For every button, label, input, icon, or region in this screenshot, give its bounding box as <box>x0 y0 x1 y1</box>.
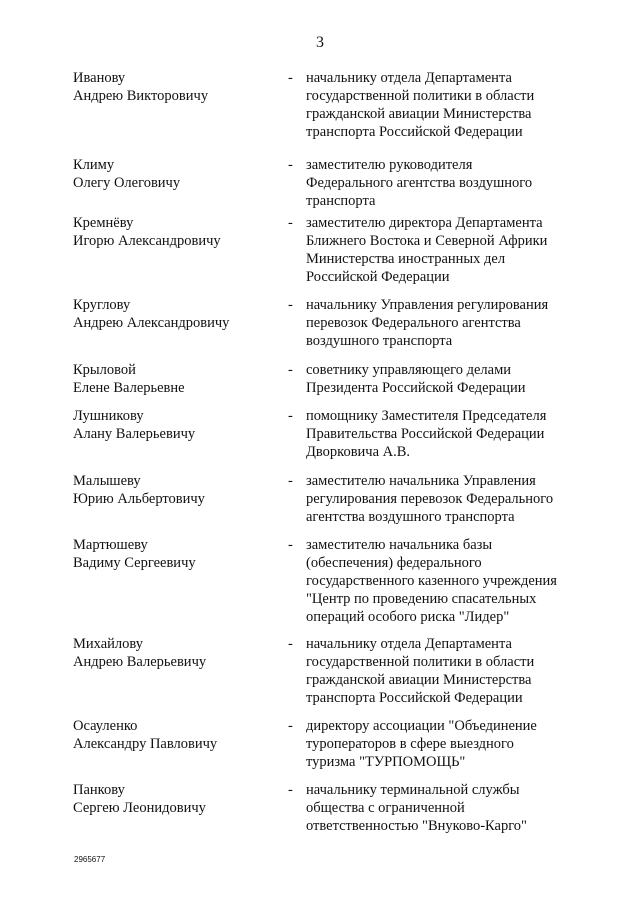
surname: Панкову <box>73 782 125 798</box>
position-line: (обеспечения) федерального <box>306 555 482 571</box>
position-line: ответственностью "Внуково-Карго" <box>306 818 527 834</box>
position-line: Российской Федерации <box>306 269 450 285</box>
position-line: советнику управляющего делами <box>306 362 512 378</box>
position-line: операций особого риска "Лидер" <box>306 609 510 625</box>
position-title <box>306 156 596 210</box>
position-title <box>306 296 596 350</box>
surname: Круглову <box>73 297 131 313</box>
position-line: транспорта <box>306 193 376 209</box>
position-title <box>306 717 596 771</box>
position-line: "Центр по проведению спасательных <box>306 591 537 607</box>
position-line: агентства воздушного транспорта <box>306 509 515 525</box>
person-name <box>73 296 273 332</box>
position-title <box>306 361 596 397</box>
position-line: заместителю директора Департамента <box>306 215 543 231</box>
separator-dash: - <box>288 636 293 652</box>
separator-dash: - <box>288 408 293 424</box>
position-line: перевозок Федерального агентства <box>306 315 521 331</box>
position-line: начальнику отдела Департамента <box>306 636 512 652</box>
surname: Мартюшеву <box>73 537 148 553</box>
surname: Лушникову <box>73 408 144 424</box>
surname: Михайлову <box>73 636 143 652</box>
person-name <box>73 717 273 753</box>
position-line: Ближнего Востока и Северной Африки <box>306 233 548 249</box>
separator-dash: - <box>288 537 293 553</box>
position-line: заместителю руководителя <box>306 157 473 173</box>
position-title <box>306 214 596 286</box>
position-line: транспорта Российской Федерации <box>306 124 523 140</box>
person-name <box>73 472 273 508</box>
position-line: транспорта Российской Федерации <box>306 690 523 706</box>
position-line: государственной политики в области <box>306 654 535 670</box>
position-line: Министерства иностранных дел <box>306 251 506 267</box>
page-number: 3 <box>316 34 324 51</box>
position-line: регулирования перевозок Федерального <box>306 491 554 507</box>
surname: Крыловой <box>73 362 136 378</box>
given-names: Елене Валерьевне <box>73 380 185 396</box>
separator-dash: - <box>288 473 293 489</box>
surname: Кремнёву <box>73 215 134 231</box>
position-line: гражданской авиации Министерства <box>306 672 532 688</box>
separator-dash: - <box>288 718 293 734</box>
position-line: заместителю начальника базы <box>306 537 493 553</box>
person-name <box>73 407 273 443</box>
position-title <box>306 472 596 526</box>
given-names: Александру Павловичу <box>73 736 218 752</box>
position-title <box>306 635 596 707</box>
position-line: начальнику отдела Департамента <box>306 70 512 86</box>
given-names: Алану Валерьевичу <box>73 426 196 442</box>
position-title <box>306 407 596 461</box>
position-title <box>306 69 596 141</box>
position-line: государственного казенного учреждения <box>306 573 557 589</box>
given-names: Андрею Викторовичу <box>73 88 209 104</box>
position-line: воздушного транспорта <box>306 333 453 349</box>
given-names: Андрею Александровичу <box>73 315 230 331</box>
given-names: Сергею Леонидовичу <box>73 800 206 816</box>
position-line: государственной политики в области <box>306 88 535 104</box>
position-line: директору ассоциации "Объединение <box>306 718 537 734</box>
separator-dash: - <box>288 782 293 798</box>
person-name <box>73 69 273 105</box>
position-title <box>306 781 596 835</box>
position-line: начальнику терминальной службы <box>306 782 520 798</box>
given-names: Андрею Валерьевичу <box>73 654 207 670</box>
separator-dash: - <box>288 157 293 173</box>
separator-dash: - <box>288 362 293 378</box>
position-line: туроператоров в сфере выездного <box>306 736 514 752</box>
surname: Иванову <box>73 70 126 86</box>
position-title <box>306 536 596 626</box>
position-line: Президента Российской Федерации <box>306 380 526 396</box>
person-name <box>73 536 273 572</box>
position-line: начальнику Управления регулирования <box>306 297 549 313</box>
position-line: Правительства Российской Федерации <box>306 426 545 442</box>
person-name <box>73 156 273 192</box>
position-line: помощнику Заместителя Председателя <box>306 408 547 424</box>
surname: Малышеву <box>73 473 141 489</box>
given-names: Вадиму Сергеевичу <box>73 555 196 571</box>
position-line: туризма "ТУРПОМОЩЬ" <box>306 754 466 770</box>
given-names: Олегу Олеговичу <box>73 175 181 191</box>
surname: Климу <box>73 157 115 173</box>
person-name <box>73 361 273 397</box>
person-name <box>73 781 273 817</box>
document-code: 2965677 <box>74 855 106 864</box>
separator-dash: - <box>288 215 293 231</box>
person-name <box>73 635 273 671</box>
surname: Осауленко <box>73 718 138 734</box>
person-name <box>73 214 273 250</box>
position-line: гражданской авиации Министерства <box>306 106 532 122</box>
given-names: Юрию Альбертовичу <box>73 491 205 507</box>
position-line: общества с ограниченной <box>306 800 465 816</box>
position-line: заместителю начальника Управления <box>306 473 536 489</box>
separator-dash: - <box>288 297 293 313</box>
separator-dash: - <box>288 70 293 86</box>
given-names: Игорю Александровичу <box>73 233 221 249</box>
position-line: Федерального агентства воздушного <box>306 175 533 191</box>
position-line: Дворковича А.В. <box>306 444 411 460</box>
